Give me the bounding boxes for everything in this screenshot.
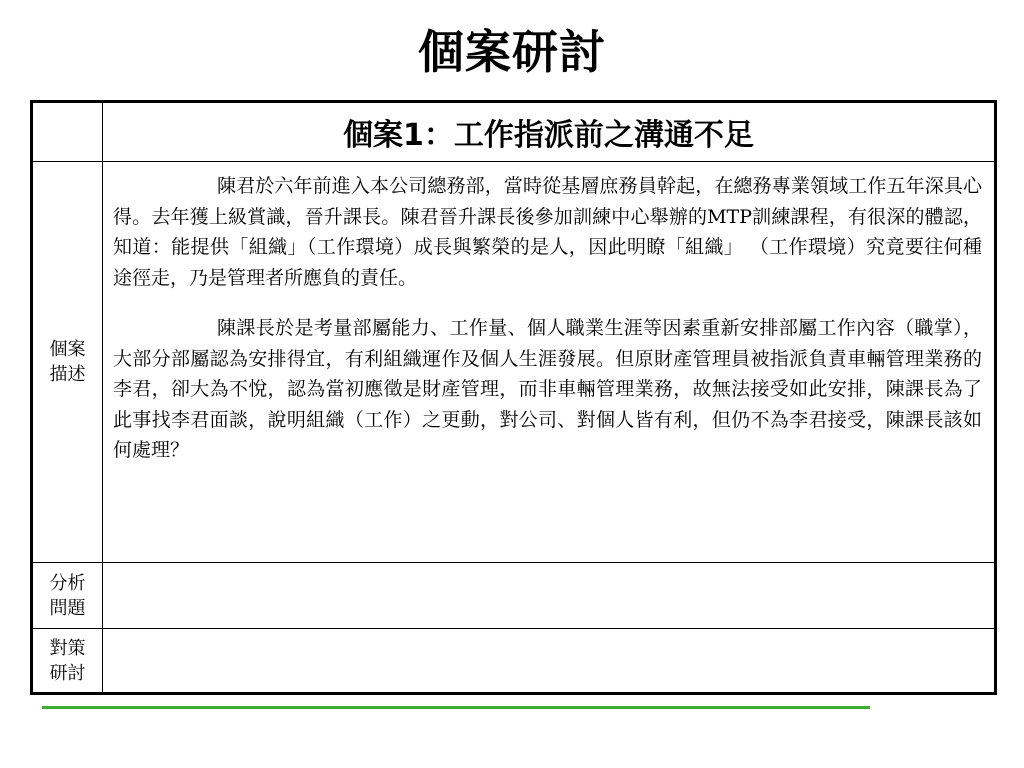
label-line-1: 個案 bbox=[49, 339, 86, 360]
strategy-discussion-content[interactable] bbox=[103, 629, 996, 694]
label-line-1: 分析 bbox=[49, 572, 86, 594]
strategy-discussion-row bbox=[32, 629, 996, 694]
case-description-paragraph-1: 陳君於六年前進入本公司總務部，當時從基層庶務員幹起，在總務專業領域工作五年深具心得。去年獲上級賞識，晉升課長。陳君晉升課長後參加訓練中心舉辦的MTP訓練課程，有很深的體認，知道：能提供「組織」（工作環境）成長與繁榮的是人，因此明瞭「組織」 （工作環境）究竟要往何種途徑走，乃是管理者所應負的責任。 bbox=[113, 175, 982, 289]
label-line-1: 對策 bbox=[49, 637, 86, 659]
label-line-2: 問題 bbox=[49, 597, 86, 619]
accent-divider bbox=[42, 706, 870, 709]
case-study-table bbox=[30, 100, 997, 695]
case-description-content bbox=[103, 162, 996, 563]
label-line-2: 研討 bbox=[49, 662, 86, 684]
slide-title: 個案研討 bbox=[418, 25, 606, 79]
problem-analysis-row bbox=[32, 563, 996, 629]
header-corner-cell bbox=[32, 102, 103, 162]
problem-analysis-content[interactable] bbox=[103, 563, 996, 629]
strategy-discussion-label bbox=[32, 629, 103, 694]
table-header-row bbox=[32, 102, 996, 162]
label-line-2: 描述 bbox=[49, 364, 86, 385]
case-description-paragraph-2: 陳課長於是考量部屬能力、工作量、個人職業生涯等因素重新安排部屬工作內容（職掌），大部分部屬認為安排得宜，有利組織運作及個人生涯發展。但原財產管理員被指派負責車輛管理業務的李君，卻大為不悅，認為當初應徵是財產管理，而非車輛管理業務，故無法接受如此安排，陳課長為了此事找李君面談，說明組織（工作）之更動，對公司、對個人皆有利，但仍不為李君接受，陳課長該如何處理？ bbox=[113, 317, 982, 461]
case-description-row bbox=[32, 162, 996, 563]
case-description-label bbox=[32, 162, 103, 563]
case-heading: 個案1：工作指派前之溝通不足 bbox=[103, 102, 996, 162]
problem-analysis-label bbox=[32, 563, 103, 629]
